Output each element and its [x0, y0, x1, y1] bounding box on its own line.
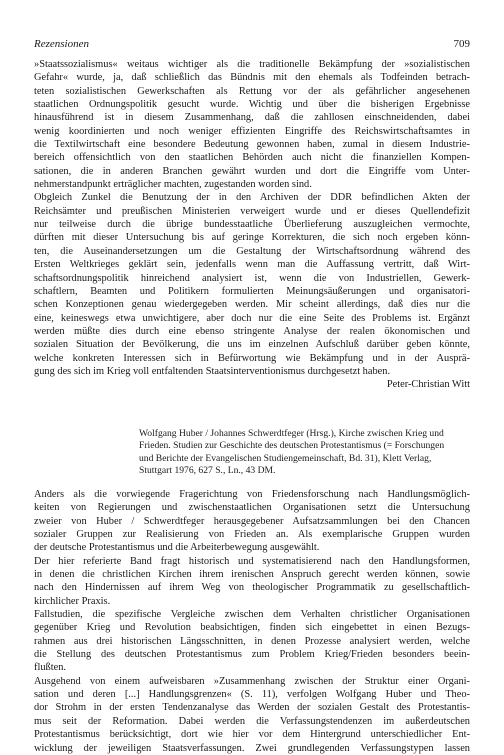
review1-line: Ersten Weltkrieges geklärt sein, jedenfalls wenn man die Auffassung vertritt, daß Wirt- [34, 259, 470, 271]
review-1-text [34, 58, 470, 378]
book-reference-line: Wolfgang Huber / Johannes Schwerdtfeger (Hrsg.), Kirche zwischen Krieg und [139, 427, 444, 439]
review2-line: der deutsche Protestantismus und die Arbeiterbewegung ausgewählt. [34, 542, 320, 554]
review2-line: sozialer Gruppen zur Realisierung von Frieden an. Als exemplarische Gruppen wurden [34, 529, 470, 540]
review2-line: Der hier referierte Band fragt historisch und systematisierend nach den Handlungsformen, [34, 555, 470, 567]
review1-line: nehmerstandpunkt erträglicher machten, zugestanden worden sind. [34, 179, 312, 191]
review2-line: zweier von Huber / Schwerdtfeger herausgegebener Aufsatzsammlungen bei den Chancen [34, 515, 470, 527]
review1-line: bereich offensichtlich von den staatlichen Behörden auch nicht die finanziellen Kompen- [34, 152, 470, 164]
review2-line: Protestantismus berücksichtigt, dort wie hier vor dem Hintergrund unterschiedlicher Ent- [34, 729, 470, 741]
section-title: Rezensionen [34, 38, 89, 50]
review1-line: hinausführend ist in diesem Zusammenhang, daß die zahllosen einschneidenden, dabei [34, 112, 470, 124]
review2-line: die Stellung des deutschen Protestantismus zum Problem Krieg/Frieden besonders beein- [34, 649, 470, 661]
review1-line: Reichsämter und preußischen Ministerien verweigert wurde und er dieses Quellendefizit [34, 205, 470, 217]
review1-line: Gefahr« wurde, ja, daß schließlich das Bündnis mit den ehemals als Todfeinden betrach- [34, 72, 470, 84]
review2-line: rahmen aus drei historischen Längsschnitten, in denen Prozesse analysiert werden, welche [34, 635, 470, 647]
review1-line: dürften mit dieser Untersuchung bis auf geringe Korrekturen, die sich noch ergeben könn- [34, 232, 470, 244]
review1-line: gung des sich im Krieg voll entfaltenden Staatsinterventionismus durchgesetzt haben. [34, 365, 391, 377]
page [34, 0, 470, 755]
review1-line: schaftsordnungspolitik hinreichend analysiert ist, wenn die von Industriellen, Gewerk- [34, 272, 470, 284]
review1-line: sationen, die in anderen Branchen gewährt wurden und dort die Eingriffe vom Unter- [34, 165, 470, 177]
review2-line: in denen die christlichen Kirchen ihrem irenischen Anspruch gerecht werden können, sowie [34, 569, 470, 581]
review1-line: eine, keineswegs etwa unwichtigere, aber doch nur die eine Seite des Problems ist. Ergänzt [34, 312, 470, 324]
review1-line: werden müßte dies durch eine ebenso stringente Analyse der realen ökonomischen und [34, 325, 470, 337]
review1-line: ten, die Auseinandersetzungen um die Gestaltung der Wirtschaftsordnung während des [34, 245, 470, 257]
review1-line: staatlichen Ordnungspolitik gesucht wurde. Wichtig und über die bisherigen Ergebnisse [34, 99, 470, 111]
review1-line: schen Konzeptionen genau wiedergegeben werden. Mir scheint allerdings, daß dies nur die [34, 299, 470, 311]
review1-line: schaftlern, Beamten und Politikern formulierten Meinungsäußerungen und organisatori- [34, 285, 470, 297]
review-1-signature: Peter-Christian Witt [386, 379, 470, 391]
book-reference [139, 428, 470, 478]
review2-line: mus seit der Reformation. Dabei werden die Verfassungstendenzen im außerdeutschen [34, 715, 470, 727]
review2-line: Anders als die vorwiegende Fragerichtung von Friedensforschung nach Handlungsmöglich- [34, 488, 470, 500]
page-number: 709 [453, 38, 470, 50]
review1-line: wenig koordinierten und noch weniger effizienten Eingriffe des Reichswirtschaftsamtes in [34, 125, 470, 137]
review2-line: gegenüber Krieg und Revolution beabsichtigen, finden sich eingebettet in einen Bezugs- [34, 622, 470, 634]
review1-line: sozialen Situation der Bevölkerung, die uns im einzelnen Aufschluß darüber geben könnte, [34, 339, 470, 351]
review2-line: Fallstudien, die spezifische Vergleiche zwischen dem Verhalten christlicher Organisationen [34, 609, 470, 621]
book-reference-line: Frieden. Studien zur Geschichte des deutschen Protestantismus (= Forschungen [139, 440, 445, 452]
review2-line: keiten von Regierungen und zwischenstaatlichen Organisationen setzt die Untersuchung [34, 502, 470, 514]
review1-line: nur teilweise durch die übrige bundesstaatliche Überlieferung auszugleichen vermochte, [34, 219, 470, 231]
review2-line: nach den Hindernissen auf ihrem Weg von theologischer Programmatik zu gesellschaftlich- [34, 582, 470, 594]
review1-line: Obgleich Zunkel die Benutzung der in den Archiven der DDR befindlichen Akten der [34, 192, 470, 204]
review2-line: kirchlicher Praxis. [34, 595, 111, 607]
review2-line: flußten. [34, 662, 67, 674]
review1-line: teten sozialistischen Gewerkschaften als Rettung vor der als gefährlicher angesehenen [34, 85, 470, 97]
review-2-text [34, 488, 470, 755]
review1-line: welche konkreten Interessen sich in Befürwortung wie Bekämpfung und in der Ausprä- [34, 352, 470, 364]
review2-line: Ausgehend von einem aufweisbaren »Zusammenhang zwischen der Struktur einer Organi- [34, 675, 470, 687]
running-header [34, 38, 470, 58]
review1-line: »Staatssozialismus« weitaus wichtiger als die traditionelle Bekämpfung der »sozialistischen [34, 59, 470, 70]
review2-line: sation und deren [...] Handlungsgrenzen« (S. 11), verfolgen Wolfgang Huber und Theo- [34, 689, 470, 701]
review1-line: die Textilwirtschaft eine besondere Bedeutung gewonnen haben, zumal in diesem Industrie- [34, 139, 470, 151]
review2-line: wicklung der jeweiligen Staatsverfassungen. Zwei grundlegenden Verfassungstypen lassen [34, 742, 470, 754]
review2-line: dor Strohm in der ersten Tendenzanalyse das Werden der sozialen Gestalt des Protestantis- [34, 702, 470, 714]
book-reference-line: und Berichte der Evangelischen Studiengemeinschaft, Bd. 31), Klett Verlag, [139, 452, 432, 464]
book-reference-line: Stuttgart 1976, 627 S., Ln., 43 DM. [139, 465, 276, 477]
